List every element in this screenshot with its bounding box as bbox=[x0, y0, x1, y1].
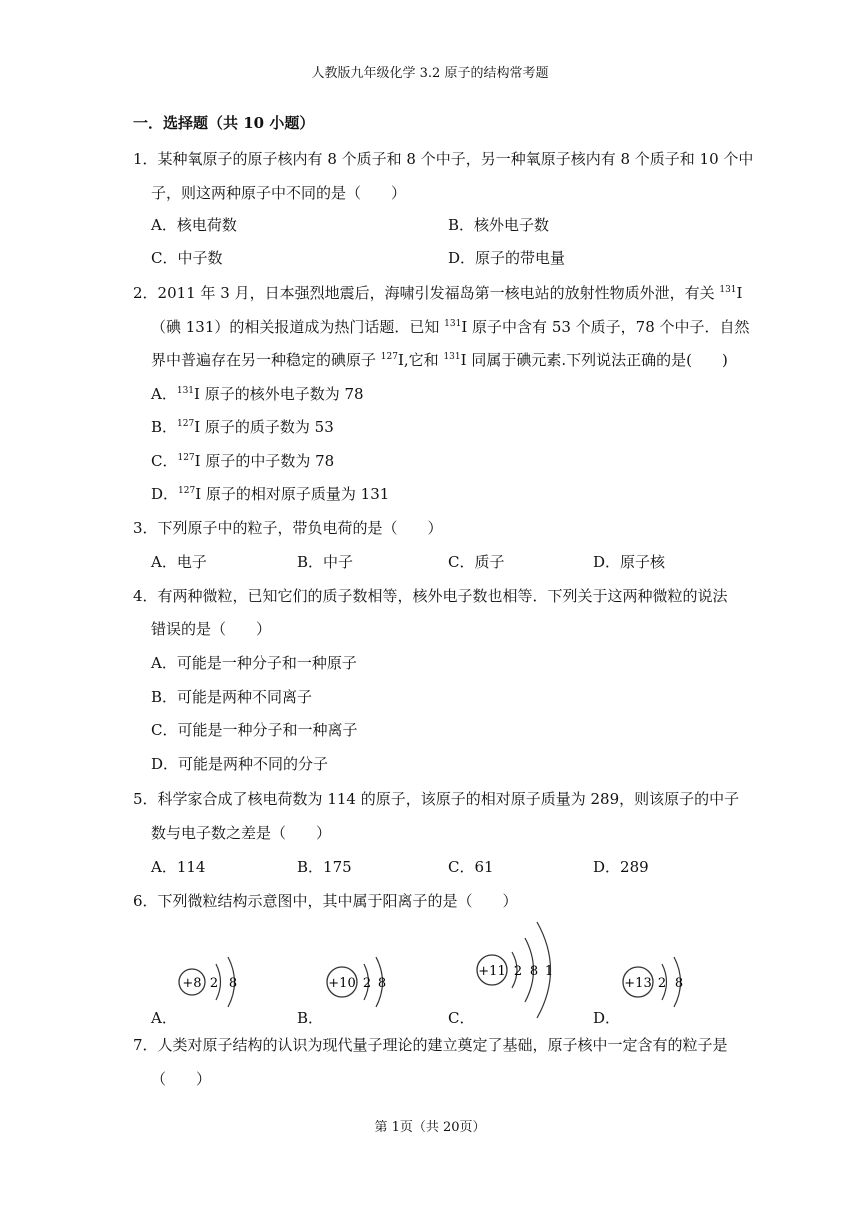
shell-electrons-1: 2 bbox=[209, 976, 219, 991]
question-6-option-c: C． bbox=[448, 1009, 475, 1027]
shell-electrons-1: 2 bbox=[362, 976, 372, 991]
mass-number-131: 131 bbox=[444, 319, 462, 329]
question-1-option-a: A．核电荷数 bbox=[151, 216, 237, 234]
question-2-line-2 bbox=[151, 316, 750, 337]
shell-electrons-2: 8 bbox=[529, 964, 539, 979]
page-footer: 第 1页（共 20页） bbox=[374, 1120, 486, 1135]
question-3-option-a: A．电子 bbox=[151, 553, 207, 571]
question-6-option-d: D． bbox=[593, 1009, 621, 1027]
option-text: I 原子的中子数为 78 bbox=[194, 452, 335, 470]
question-4-option-a: A．可能是一种分子和一种原子 bbox=[151, 654, 357, 672]
q2-line2-text-a: （碘 131）的相关报道成为热门话题．已知 bbox=[151, 318, 445, 336]
question-2-line-1 bbox=[133, 282, 742, 303]
nucleus-charge: +13 bbox=[624, 976, 652, 991]
shell-electrons-1: 2 bbox=[513, 964, 523, 979]
mass-number-131: 131 bbox=[719, 285, 737, 295]
mass-number-127: 127 bbox=[177, 419, 195, 429]
nucleus-charge: +10 bbox=[328, 976, 356, 991]
option-letter: D． bbox=[151, 485, 179, 503]
nucleus-charge: +8 bbox=[182, 976, 202, 991]
question-6-option-a: A． bbox=[151, 1009, 177, 1027]
question-4-option-b: B．可能是两种不同离子 bbox=[151, 688, 313, 706]
iodine-symbol: I bbox=[736, 284, 743, 302]
question-5-option-b: B．175 bbox=[297, 858, 352, 876]
nucleus-charge: +11 bbox=[478, 964, 506, 979]
question-3-option-c: C．质子 bbox=[448, 553, 505, 571]
option-letter: A． bbox=[151, 385, 177, 403]
shell-electrons-2: 8 bbox=[228, 976, 238, 991]
option-letter: B． bbox=[151, 418, 178, 436]
atom-diagram-d bbox=[616, 924, 706, 1014]
question-7-line-1: 7．人类对原子结构的认识为现代量子理论的建立奠定了基础，原子核中一定含有的粒子是 bbox=[133, 1036, 728, 1054]
question-1-line-2: 子，则这两种原子中不同的是（ ） bbox=[151, 184, 407, 202]
question-3-option-b: B．中子 bbox=[297, 553, 354, 571]
question-1-option-c: C．中子数 bbox=[151, 249, 223, 267]
shell-electrons-2: 8 bbox=[674, 976, 684, 991]
option-text: I 原子的质子数为 53 bbox=[194, 418, 334, 436]
mass-number-127: 127 bbox=[380, 352, 398, 362]
q2-line3-text-c: I 同属于碘元素.下列说法正确的是( ) bbox=[460, 351, 728, 369]
shell-electrons-1: 2 bbox=[657, 976, 667, 991]
question-5-option-d: D．289 bbox=[593, 858, 649, 876]
option-text: I 原子的相对原子质量为 131 bbox=[195, 485, 390, 503]
mass-number-127: 127 bbox=[178, 486, 196, 496]
shell-electrons-3: 1 bbox=[544, 964, 554, 979]
mass-number-131: 131 bbox=[443, 352, 461, 362]
question-4-line-2: 错误的是（ ） bbox=[151, 620, 272, 638]
question-2-line-3 bbox=[151, 349, 728, 370]
question-5-option-c: C．61 bbox=[448, 858, 494, 876]
question-5-line-2: 数与电子数之差是（ ） bbox=[151, 824, 332, 842]
atom-diagram-a bbox=[170, 924, 260, 1014]
section-title: 一．选择题（共 10 小题） bbox=[133, 114, 315, 132]
question-4-option-d: D．可能是两种不同的分子 bbox=[151, 755, 329, 773]
question-4-option-c: C．可能是一种分子和一种离子 bbox=[151, 721, 358, 739]
option-letter: C． bbox=[151, 452, 178, 470]
question-2-option-d bbox=[151, 483, 389, 504]
question-3-line-1: 3．下列原子中的粒子，带负电荷的是（ ） bbox=[133, 519, 443, 537]
question-2-option-a bbox=[151, 383, 364, 404]
question-5-option-a: A．114 bbox=[151, 858, 206, 876]
question-1-option-d: D．原子的带电量 bbox=[448, 249, 566, 267]
question-4-line-1: 4．有两种微粒，已知它们的质子数相等，核外电子数也相等．下列关于这两种微粒的说法 bbox=[133, 587, 728, 605]
question-2-option-b bbox=[151, 416, 334, 437]
question-6-option-b: B． bbox=[297, 1009, 324, 1027]
page-header: 人教版九年级化学 3.2 原子的结构常考题 bbox=[311, 66, 549, 81]
atom-diagram-b bbox=[318, 924, 408, 1014]
question-7-line-2: （ ） bbox=[151, 1070, 212, 1088]
question-1-line-1: 1．某种氧原子的原子核内有 8 个质子和 8 个中子，另一种氧原子核内有 8 个质子和 10 个中 bbox=[133, 150, 754, 168]
question-2-option-c bbox=[151, 450, 334, 471]
q2-line3-text-b: I,它和 bbox=[397, 351, 444, 369]
question-5-line-1: 5．科学家合成了核电荷数为 114 的原子，该原子的相对原子质量为 289，则该原子的中子 bbox=[133, 790, 740, 808]
atom-diagram-c bbox=[470, 910, 570, 1020]
q2-line3-text-a: 界中普遍存在另一种稳定的碘原子 bbox=[151, 351, 381, 369]
mass-number-127: 127 bbox=[177, 453, 195, 463]
q2-line1-text: 2．2011 年 3 月，日本强烈地震后，海啸引发福岛第一核电站的放射性物质外泄，有关 bbox=[133, 284, 720, 302]
mass-number-131: 131 bbox=[176, 386, 195, 396]
question-1-option-b: B．核外电子数 bbox=[448, 216, 550, 234]
option-text: I 原子的核外电子数为 78 bbox=[194, 385, 364, 403]
question-3-option-d: D．原子核 bbox=[593, 553, 666, 571]
question-6-line-1: 6．下列微粒结构示意图中，其中属于阳离子的是（ ） bbox=[133, 892, 518, 910]
q2-line2-text-b: I 原子中含有 53 个质子，78 个中子．自然 bbox=[461, 318, 750, 336]
shell-electrons-2: 8 bbox=[377, 976, 387, 991]
